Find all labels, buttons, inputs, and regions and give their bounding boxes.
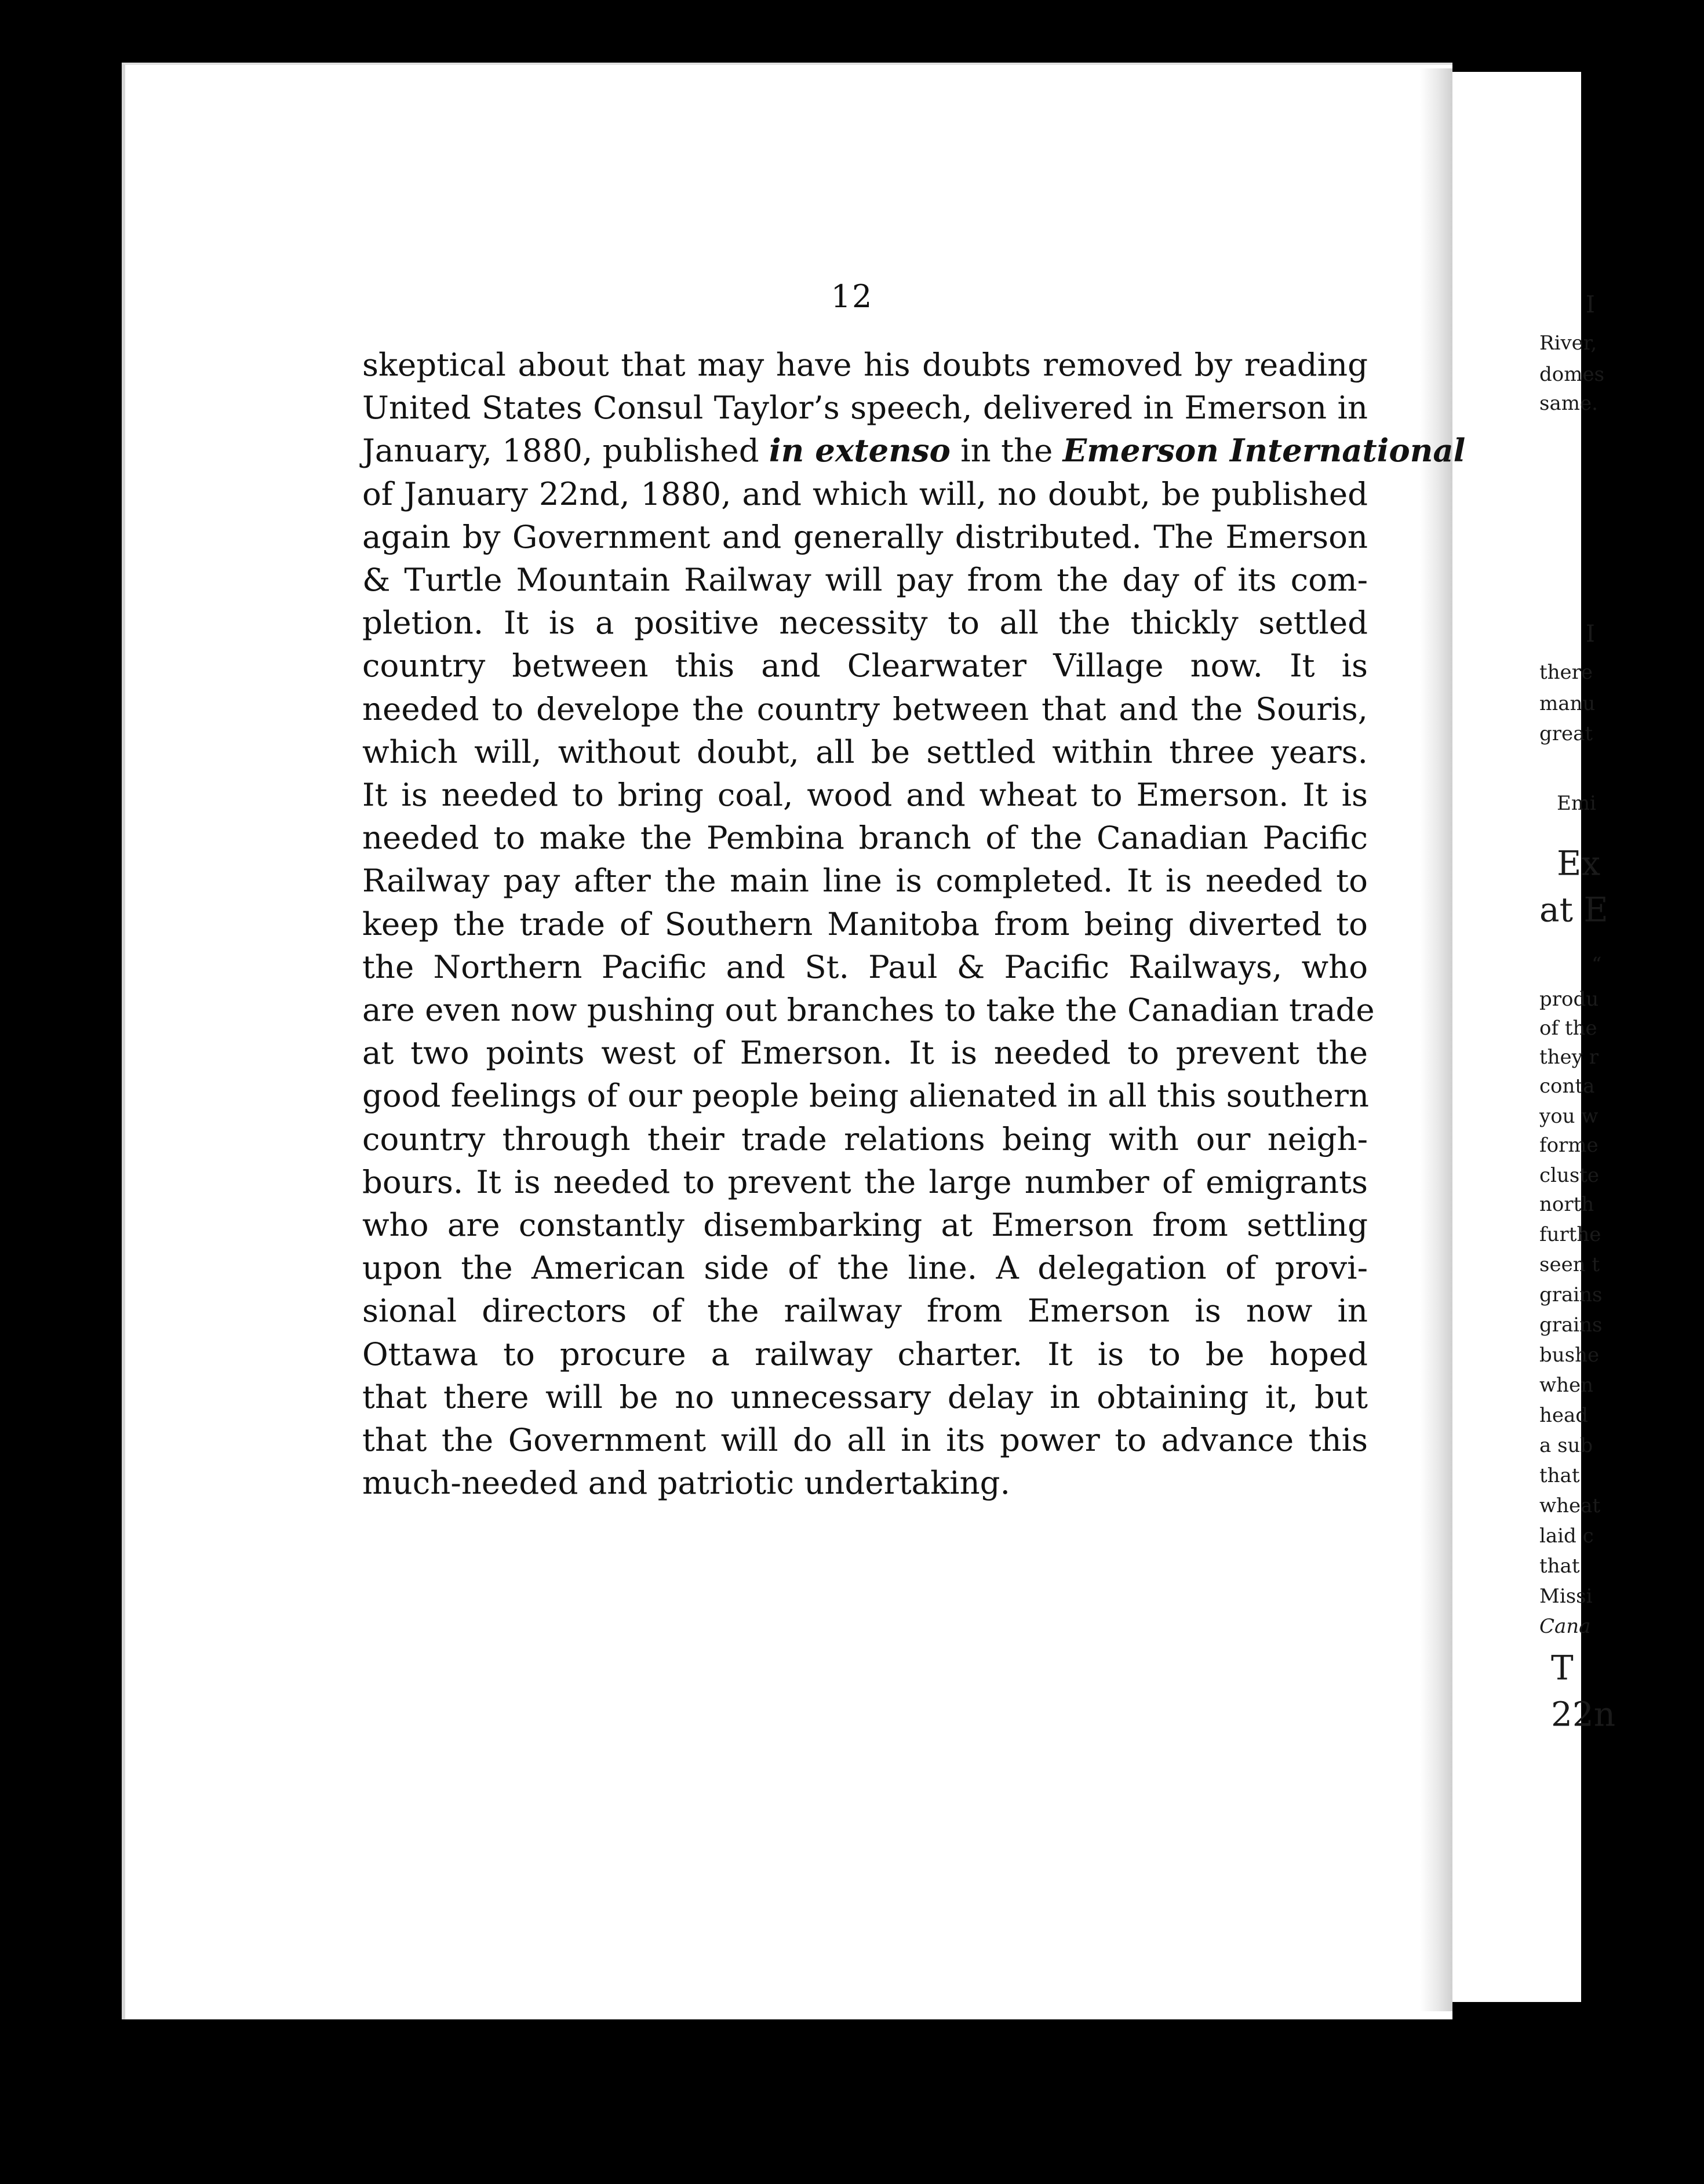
text-line (362, 1246, 1368, 1289)
next-page-text-fragment: Cana (1539, 1615, 1591, 1638)
text-line (362, 558, 1368, 601)
next-page-text-fragment: forme (1539, 1134, 1599, 1157)
next-page-text-fragment: head (1539, 1404, 1589, 1427)
next-page-text-fragment: I (1586, 621, 1595, 648)
text-line (362, 902, 1368, 945)
italic-text-segment: in extenso (769, 432, 951, 469)
next-page-text-fragment: T (1551, 1648, 1574, 1688)
next-page-text-fragment: domes (1539, 363, 1605, 386)
next-page-text-fragment: you w (1539, 1105, 1599, 1128)
text-line (362, 1333, 1368, 1375)
text-segment: January, 1880, published (362, 432, 769, 469)
next-page-text-fragment: Ex (1557, 843, 1601, 883)
text-line (362, 429, 1466, 472)
text-segment: at two points west of Emerson. It is needed to prevent the (362, 1034, 1368, 1072)
next-page-text-fragment: wheat (1539, 1494, 1601, 1517)
text-line (362, 386, 1368, 429)
text-line (362, 730, 1368, 773)
next-page-text-fragment: conta (1539, 1075, 1595, 1098)
next-page-text-fragment: great (1539, 722, 1593, 745)
next-page-text-fragment: cluste (1539, 1164, 1600, 1187)
next-page-text-fragment: Emi (1557, 792, 1596, 815)
text-segment: of January 22nd, 1880, and which will, no doubt, be published (362, 475, 1368, 512)
text-segment: the Northern Pacific and St. Paul & Pacific Railways, who (362, 948, 1368, 985)
next-page-text-fragment: grains (1539, 1283, 1603, 1306)
text-line (362, 1203, 1368, 1246)
text-line (362, 816, 1368, 859)
next-page-text-fragment: they r (1539, 1046, 1599, 1069)
text-segment: keep the trade of Southern Manitoba from being diverted to (362, 905, 1368, 942)
text-line (362, 1289, 1368, 1332)
text-line (362, 1461, 1368, 1504)
text-segment: which will, without doubt, all be settled within three years. (362, 733, 1368, 770)
next-page-text-fragment: River, (1539, 332, 1597, 355)
page-gutter-shadow (1420, 68, 1452, 2011)
text-segment: good feelings of our people being alienated in all this southern (362, 1077, 1369, 1115)
next-page-text-fragment: a sub (1539, 1434, 1593, 1457)
text-line (362, 472, 1368, 515)
text-line (362, 1160, 1368, 1203)
next-page-strip (1452, 72, 1616, 2002)
text-line (362, 1418, 1368, 1461)
text-segment: country through their trade relations being with our neigh- (362, 1120, 1368, 1157)
next-page-text-fragment: that (1539, 1464, 1580, 1487)
italic-text-segment: Emerson International (1062, 432, 1466, 469)
text-line (362, 1074, 1368, 1117)
text-segment: sional directors of the railway from Emerson is now in (362, 1292, 1368, 1330)
next-page-text-fragment: laid c (1539, 1524, 1594, 1548)
page-number: 12 (831, 278, 873, 315)
next-page-text-fragment: at E (1539, 890, 1608, 930)
next-page-text-fragment: of the (1539, 1017, 1597, 1040)
text-segment: bours. It is needed to prevent the large number of emigrants (362, 1163, 1368, 1200)
text-segment: & Turtle Mountain Railway will pay from the day of its com- (362, 561, 1368, 599)
text-line (362, 859, 1368, 902)
next-page-text-fragment: Missi (1539, 1585, 1593, 1608)
text-segment: United States Consul Taylor’s speech, delivered in Emerson in (362, 389, 1368, 427)
next-page-text-fragment: furthe (1539, 1223, 1601, 1246)
text-segment: pletion. It is a positive necessity to all the thickly settled (362, 604, 1368, 642)
next-page-text-fragment: bushe (1539, 1344, 1600, 1367)
next-page-text-fragment: “ (1592, 953, 1602, 976)
text-line (362, 644, 1368, 687)
text-segment: who are constantly disembarking at Emerson from settling (362, 1206, 1368, 1244)
next-page-text-fragment: that (1539, 1555, 1580, 1578)
next-page-text-fragment: seen t (1539, 1253, 1600, 1276)
next-page-text-fragment: there (1539, 661, 1593, 684)
body-paragraph (362, 343, 1466, 1504)
next-page-text-fragment: 22n (1551, 1694, 1616, 1734)
text-segment: Railway pay after the main line is completed. It is needed to (362, 862, 1368, 900)
text-line (362, 1118, 1368, 1160)
text-segment: upon the American side of the line. A delegation of provi- (362, 1249, 1368, 1287)
next-page-text-fragment: manu (1539, 692, 1596, 715)
text-segment: again by Government and generally distributed. The Emerson (362, 518, 1368, 555)
text-line (362, 601, 1368, 644)
next-page-text-fragment: north (1539, 1193, 1594, 1216)
next-page-text-fragment: when (1539, 1374, 1594, 1397)
text-segment: country between this and Clearwater Village now. It is (362, 647, 1368, 685)
text-segment: needed to make the Pembina branch of the Canadian Pacific (362, 819, 1368, 857)
text-segment: that there will be no unnecessary delay in obtaining it, but (362, 1378, 1368, 1415)
text-segment: that the Government will do all in its power to advance this (362, 1421, 1368, 1459)
text-line (362, 988, 1375, 1031)
text-segment: Ottawa to procure a railway charter. It is to be hoped (362, 1335, 1368, 1373)
text-segment: skeptical about that may have his doubts removed by reading (362, 346, 1368, 383)
text-segment: needed to develope the country between that and the Souris, (362, 690, 1368, 727)
text-line (362, 1031, 1368, 1074)
text-line (362, 773, 1368, 816)
text-line (362, 1375, 1368, 1418)
text-segment: It is needed to bring coal, wood and wheat to Emerson. It is (362, 776, 1368, 814)
text-line (362, 687, 1368, 730)
next-page-text-fragment: produ (1539, 988, 1599, 1011)
next-page-text-fragment: I (1586, 292, 1595, 319)
next-page-text-fragment: grains (1539, 1313, 1603, 1337)
text-segment: are even now pushing out branches to take the Canadian trade (362, 991, 1375, 1029)
next-page-text-fragment: same. (1539, 392, 1598, 415)
text-segment: much-needed and patriotic undertaking. (362, 1464, 1010, 1502)
text-line (362, 343, 1368, 386)
text-line (362, 945, 1368, 988)
text-line (362, 515, 1368, 558)
text-segment: in the (950, 432, 1063, 469)
